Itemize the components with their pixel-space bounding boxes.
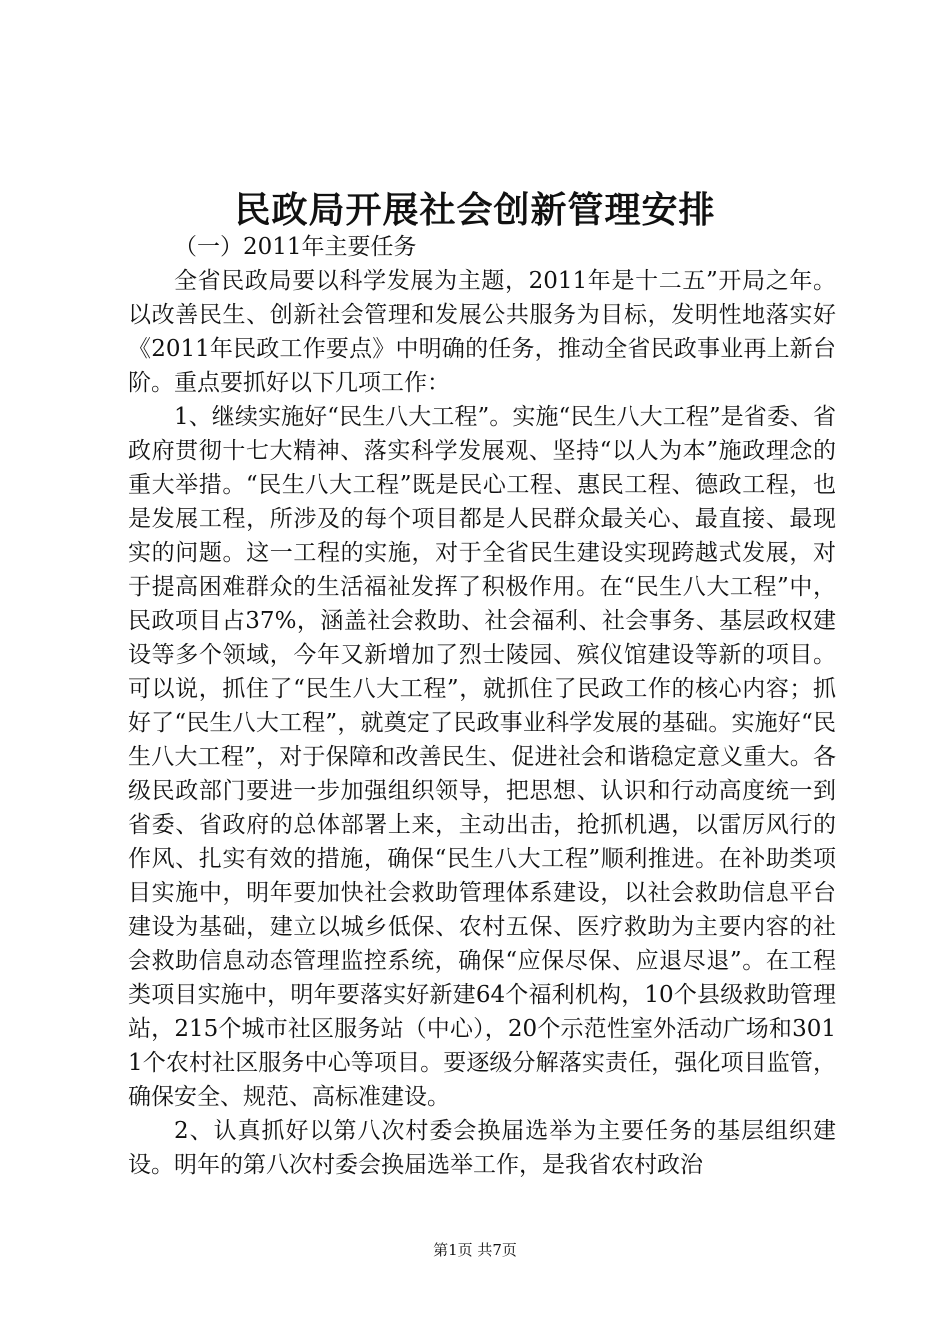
page-footer: 第1页 共7页 — [433, 1241, 517, 1259]
intro-paragraph: 全省民政局要以科学发展为主题，2011年是十二五”开局之年。以改善民生、创新社会管理和发展公共服务为目标，发明性地落实好《2011年民政工作要点》中明确的任务，推动全省民政事业再上新台阶。重点要抓好以下几项工作： — [128, 268, 836, 396]
document-body — [128, 230, 836, 1182]
item-2-paragraph: 2、认真抓好以第八次村委会换届选举为主要任务的基层组织建设。明年的第八次村委会换届选举工作，是我省农村政治 — [128, 1118, 836, 1178]
section-heading: （一）2011年主要任务 — [174, 234, 417, 260]
item-1-paragraph: 1、继续实施好“民生八大工程”。实施“民生八大工程”是省委、省政府贯彻十七大精神、落实科学发展观、坚持“以人为本”施政理念的重大举措。“民生八大工程”既是民心工程、惠民工程、德政工程，也是发展工程，所涉及的每个项目都是人民群众最关心、最直接、最现实的问题。这一工程的实施，对于全省民生建设实现跨越式发展，对于提高困难群众的生活福祉发挥了积极作用。在“民生八大工程”中，民政项目占37%，涵盖社会救助、社会福利、社会事务、基层政权建设等多个领域，今年又新增加了烈士陵园、殡仪馆建设等新的项目。可以说，抓住了“民生八大工程”，就抓住了民政工作的核心内容；抓好了“民生八大工程”，就奠定了民政事业科学发展的基础。实施好“民生八大工程”，对于保障和改善民生、促进社会和谐稳定意义重大。各级民政部门要进一步加强组织领导，把思想、认识和行动高度统一到省委、省政府的总体部署上来，主动出击，抢抓机遇，以雷厉风行的作风、扎实有效的措施，确保“民生八大工程”顺利推进。在补助类项目实施中，明年要加快社会救助管理体系建设，以社会救助信息平台建设为基础，建立以城乡低保、农村五保、医疗救助为主要内容的社会救助信息动态管理监控系统，确保“应保尽保、应退尽退”。在工程类项目实施中，明年要落实好新建64个福利机构，10个县级救助管理站，215个城市社区服务站（中心），20个示范性室外活动广场和3011个农村社区服务中心等项目。要逐级分解落实责任，强化项目监管，确保安全、规范、高标准建设。 — [128, 404, 836, 1110]
document-title: 民政局开展社会创新管理安排 — [234, 189, 716, 231]
